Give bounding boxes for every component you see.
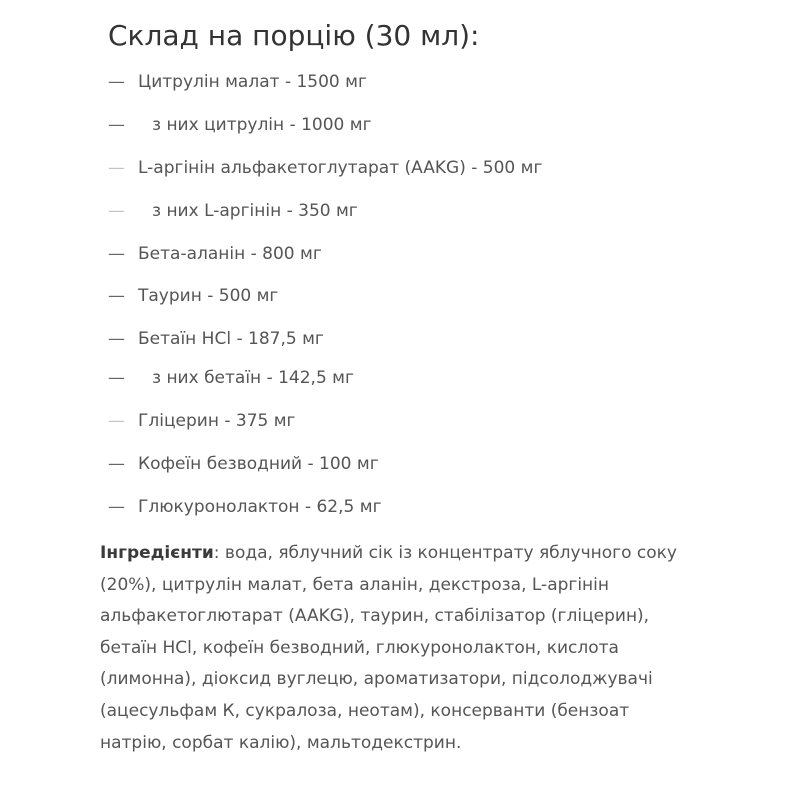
composition-title: Склад на порцію (30 мл): [108,19,480,52]
composition-item-citrulline-sub [108,105,372,145]
list-dash: — [108,115,125,135]
ingredients-text: : вода, яблучний сік із концентрату яблучного соку (20%), цитрулін малат, бета аланін, декстроза, L-аргінін альфакетоглютарат (AAKG), таурин, стабілізатор (гліцерин), бетаїн HCl, кофеїн безводний, глюкуронолактон, кислота (лимонна), діоксид вуглецю, ароматизатори, підсолоджувачі (ацесульфам К, сукралоза, неотам), консерванти (бензоат натрію, сорбат калію), мальтодекстрин. [100,543,677,753]
list-dash: — [108,158,125,178]
list-dash: — [108,244,125,264]
list-dash: — [108,72,125,92]
item-text: Цитрулін малат - 1500 мг [138,72,367,92]
ingredients-paragraph [100,538,700,759]
list-dash: — [108,497,125,517]
item-text: з них L-аргінін - 350 мг [152,201,358,221]
item-text: Бетаїн HCl - 187,5 мг [138,329,324,349]
composition-item-arginine-sub [108,191,358,231]
item-text: Гліцерин - 375 мг [138,411,296,431]
list-dash: — [108,329,125,349]
list-dash: — [108,454,125,474]
item-text: з них цитрулін - 1000 мг [152,115,372,135]
composition-item-caffeine [108,444,379,484]
item-text: L-аргінін альфакетоглутарат (AAKG) - 500 мг [138,158,543,178]
composition-item-beta-alanine [108,234,322,274]
list-dash: — [108,286,125,306]
list-dash: — [108,201,125,221]
item-text: Таурин - 500 мг [138,286,279,306]
item-text: з них бетаїн - 142,5 мг [152,368,354,388]
item-text: Кофеїн безводний - 100 мг [138,454,379,474]
composition-item-betaine-hcl [108,319,324,359]
item-text: Бета-аланін - 800 мг [138,244,322,264]
list-dash: — [108,368,125,388]
ingredients-label: Інгредієнти [100,543,214,563]
composition-item-taurine [108,276,278,316]
list-dash: — [108,411,125,431]
composition-item-betaine-sub [108,358,354,398]
item-text: Глюкуронолактон - 62,5 мг [138,497,382,517]
composition-item-citrulline-malate [108,62,367,102]
composition-item-glycerin [108,401,296,441]
composition-item-aakg [108,148,542,188]
composition-item-glucuronolactone [108,487,382,527]
